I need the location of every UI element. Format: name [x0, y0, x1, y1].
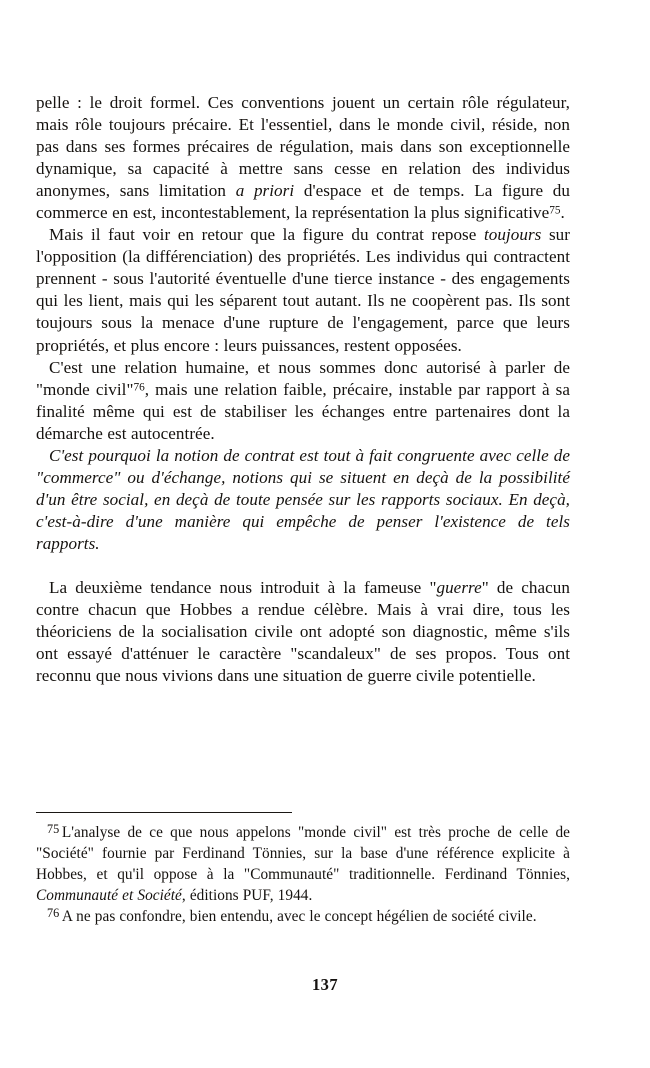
text-run: pelle : le droit formel. Ces conventions jouent un certain rôle régulateur, mais rôle toujours précaire. Et l'essentiel, dans le monde civil, réside, non pas dans ses formes précaires de régulation, mais dans son exceptionnelle dynamique, sa capacité à mettre sans cesse en relation des individus anonymes, sans limitation	[36, 93, 570, 201]
italic-run: C'est pourquoi la notion de contrat est tout à fait congruente avec celle de "commerce" ou d'échange, notions qui se situent en deçà de la possibilité d'un être social, en deçà de toute pensée sur les rapports sociaux. En deçà, c'est-à-dire d'une manière qui empêche de penser l'existence de tels rapports.	[36, 445, 570, 553]
text-run: .	[560, 203, 565, 223]
page-number: 137	[312, 975, 338, 994]
italic-run: Communauté et Société	[36, 887, 182, 904]
paragraph-mais-il-faut	[36, 224, 570, 356]
footnote-block	[36, 822, 570, 927]
italic-run: toujours	[483, 225, 542, 245]
text-run: Mais il faut voir en retour que la figure du contrat repose	[49, 225, 484, 245]
footnote-marker: 76	[133, 380, 145, 393]
footnote-separator-rule	[36, 812, 292, 813]
body-text-block	[36, 92, 570, 687]
text-run: sur l'opposition (la différenciation) des propriétés. Les individus qui contractent prennent - sous l'autorité éventuelle d'une tierce instance - des engagements qui les lient, mais qui les séparent tout autant. Ils ne coopèrent pas. Ils sont toujours sous la menace d'une rupture de l'engagement, parce que leurs propriétés, et plus encore : leurs puissances, restent opposées.	[36, 225, 570, 355]
text-run: d'espace et de temps. La figure du commerce en est, incontestablement, la représentation la plus significative	[36, 181, 571, 223]
footnote-75	[36, 822, 570, 906]
text-run: La deuxième tendance nous introduit à la fameuse "	[49, 577, 437, 597]
paragraph-continuation	[36, 92, 570, 224]
text-run: C'est une relation humaine, et nous sommes donc autorisé à parler de "monde civil"	[36, 357, 570, 399]
paragraph-cest-une-relation	[36, 357, 570, 445]
footnote-number: 76	[47, 906, 60, 921]
paragraph-cest-pourquoi-italic	[36, 445, 570, 555]
footnote-marker: 75	[549, 204, 561, 217]
text-run: L'analyse de ce que nous appelons "monde civil" est très proche de celle de "Société" fournie par Ferdinand Tönnies, sur la base d'une référence explicite à Hobbes, et qu'il oppose à la "Communauté" traditionnelle. Ferdinand Tönnies,	[36, 824, 570, 883]
text-run: A ne pas confondre, bien entendu, avec le concept hégélien de société civile.	[61, 908, 537, 925]
text-run: " de chacun contre chacun que Hobbes a rendue célèbre. Mais à vrai dire, tous les théoriciens de la socialisation civile ont adopté son diagnostic, même s'ils ont essayé d'atténuer le caractère "scandaleux" de ses propos. Tous ont reconnu que nous vivions dans une situation de guerre civile potentielle.	[36, 577, 570, 686]
text-run: , mais une relation faible, précaire, instable par rapport à sa finalité même qui est de stabiliser les échanges entre partenaires dont la démarche est autocentrée.	[36, 379, 571, 443]
paragraph-la-deuxieme-tendance	[36, 577, 570, 687]
footnote-76	[36, 906, 570, 927]
italic-run: a priori	[235, 181, 295, 201]
text-run: , éditions PUF, 1944.	[181, 887, 313, 904]
footnote-number: 75	[47, 822, 60, 837]
italic-run: guerre	[436, 577, 482, 597]
